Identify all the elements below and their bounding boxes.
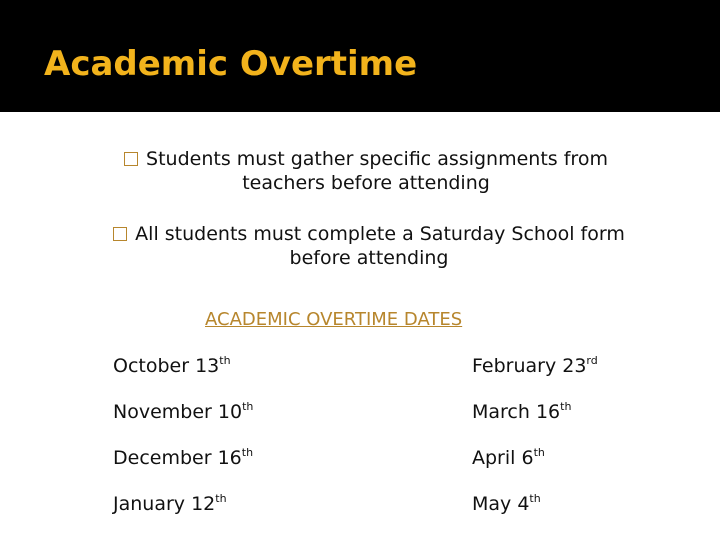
bullet-1-text-line-2: teachers before attending	[242, 172, 490, 194]
date-march-suffix: th	[560, 400, 572, 413]
bullet-2-text-line-2: before attending	[289, 247, 449, 269]
date-april	[472, 445, 545, 471]
slide-title: Academic Overtime	[44, 44, 418, 84]
date-november-suffix: th	[242, 400, 254, 413]
bullet-box-icon	[113, 227, 127, 241]
date-february	[472, 353, 598, 379]
date-april-text: April 6	[472, 447, 534, 469]
date-may-suffix: th	[529, 492, 541, 505]
bullet-box-icon	[124, 152, 138, 166]
date-march	[472, 399, 571, 425]
date-february-text: February 23	[472, 355, 587, 377]
date-january-text: January 12	[113, 493, 216, 515]
date-march-text: March 16	[472, 401, 561, 423]
date-january-suffix: th	[215, 492, 227, 505]
title-bar	[0, 0, 720, 112]
bullet-1-line-1	[66, 147, 666, 171]
bullet-1-text-line-1: Students must gather specific assignments from	[146, 148, 608, 170]
date-may	[472, 491, 541, 517]
date-november-text: November 10	[113, 401, 243, 423]
bullet-2	[44, 222, 694, 270]
date-october-text: October 13	[113, 355, 220, 377]
date-november	[113, 399, 253, 425]
date-february-suffix: rd	[586, 354, 598, 367]
date-may-text: May 4	[472, 493, 530, 515]
date-december	[113, 445, 253, 471]
bullet-1	[66, 147, 666, 195]
academic-overtime-dates-heading: ACADEMIC OVERTIME DATES	[205, 309, 463, 330]
date-april-suffix: th	[533, 446, 545, 459]
date-october-suffix: th	[219, 354, 231, 367]
bullet-2-text-line-1: All students must complete a Saturday School form	[135, 223, 625, 245]
date-december-suffix: th	[241, 446, 254, 459]
date-january	[113, 491, 227, 517]
bullet-2-line-1	[44, 222, 694, 246]
date-december-text: December 16	[113, 447, 242, 469]
date-october	[113, 353, 231, 379]
